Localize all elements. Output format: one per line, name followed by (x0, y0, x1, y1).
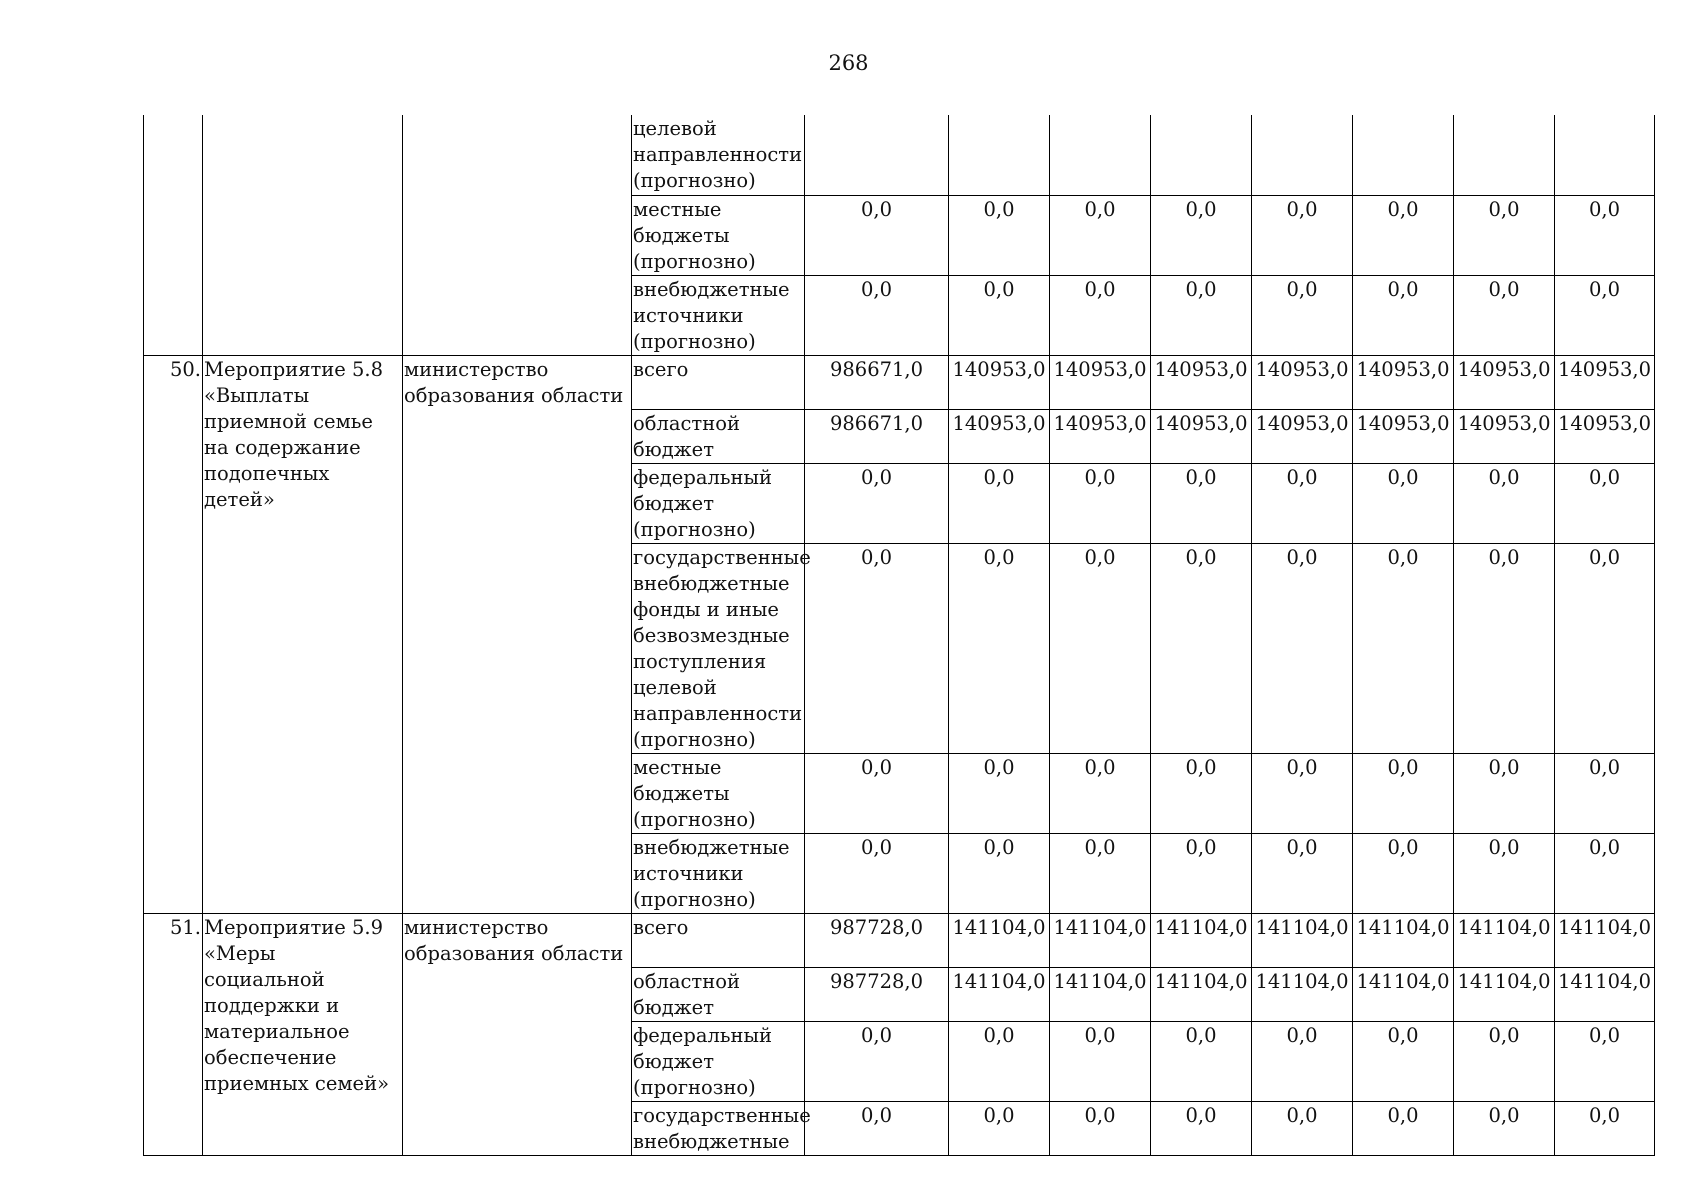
value-cell: 0,0 (805, 1101, 949, 1155)
measure-name: Мероприятие 5.9 «Меры социальной поддержки и материальное обеспечение приемных семей» (203, 913, 403, 1155)
value-cell: 140953,0 (1353, 409, 1454, 463)
value-cell (1050, 115, 1151, 195)
value-cell (949, 115, 1050, 195)
source-label-cell: всего (632, 355, 805, 409)
value-cell: 0,0 (1555, 1021, 1655, 1101)
value-cell: 0,0 (1454, 753, 1555, 833)
value-cell: 0,0 (1151, 543, 1252, 753)
value-cell: 0,0 (1454, 275, 1555, 355)
number-cell (144, 115, 203, 355)
source-label-cell: государственные внебюджетные фонды и иные безвозмездные поступления целевой направленности (прогнозно) (632, 543, 805, 753)
value-cell: 0,0 (1050, 1021, 1151, 1101)
value-cell: 0,0 (1454, 195, 1555, 275)
budget-table (143, 115, 1655, 1156)
value-cell: 0,0 (805, 833, 949, 913)
value-cell: 140953,0 (1353, 355, 1454, 409)
value-cell: 141104,0 (1555, 913, 1655, 967)
source-label-cell: внебюджетные источники (прогнозно) (632, 833, 805, 913)
value-cell: 0,0 (1353, 275, 1454, 355)
value-cell: 140953,0 (1555, 409, 1655, 463)
value-cell: 140953,0 (1151, 409, 1252, 463)
page-number: 268 (828, 51, 869, 75)
value-cell: 141104,0 (1252, 913, 1353, 967)
value-cell: 141104,0 (1050, 913, 1151, 967)
source-label-cell: местные бюджеты (прогнозно) (632, 753, 805, 833)
value-cell: 0,0 (949, 1021, 1050, 1101)
measure-number: 50. (144, 355, 203, 913)
value-cell: 140953,0 (949, 355, 1050, 409)
value-cell: 140953,0 (1252, 409, 1353, 463)
value-cell (1454, 115, 1555, 195)
value-cell: 0,0 (1353, 833, 1454, 913)
value-cell: 0,0 (1353, 1101, 1454, 1155)
source-label-cell: целевой направленности (прогнозно) (632, 115, 805, 195)
value-cell: 0,0 (1050, 833, 1151, 913)
value-cell: 0,0 (1252, 1021, 1353, 1101)
value-cell: 141104,0 (1454, 913, 1555, 967)
measure-executor: министерство образования области (403, 355, 632, 913)
value-cell: 140953,0 (1050, 409, 1151, 463)
source-label-cell: федеральный бюджет (прогнозно) (632, 1021, 805, 1101)
value-cell: 140953,0 (1454, 409, 1555, 463)
value-cell: 141104,0 (1252, 967, 1353, 1021)
value-cell: 0,0 (1050, 195, 1151, 275)
value-cell (1555, 115, 1655, 195)
measure-name-cell (203, 115, 403, 355)
source-label-cell: областной бюджет (632, 409, 805, 463)
value-cell: 0,0 (1151, 833, 1252, 913)
table-row (144, 115, 1655, 195)
source-label-cell: всего (632, 913, 805, 967)
value-cell: 0,0 (1454, 463, 1555, 543)
value-cell: 0,0 (1151, 275, 1252, 355)
value-cell: 0,0 (1454, 543, 1555, 753)
value-cell: 0,0 (1151, 195, 1252, 275)
value-cell: 0,0 (1555, 753, 1655, 833)
table-row (144, 355, 1655, 409)
value-cell: 0,0 (1151, 1101, 1252, 1155)
value-cell: 140953,0 (1252, 355, 1353, 409)
value-cell: 0,0 (1252, 275, 1353, 355)
value-cell: 0,0 (1353, 195, 1454, 275)
value-cell: 0,0 (1252, 753, 1353, 833)
value-cell: 0,0 (949, 275, 1050, 355)
value-cell: 0,0 (1252, 195, 1353, 275)
value-cell: 140953,0 (1151, 355, 1252, 409)
value-cell: 141104,0 (1353, 913, 1454, 967)
value-cell: 0,0 (1252, 463, 1353, 543)
value-cell: 986671,0 (805, 355, 949, 409)
value-cell: 140953,0 (1454, 355, 1555, 409)
source-label-cell: областной бюджет (632, 967, 805, 1021)
value-cell (1252, 115, 1353, 195)
value-cell: 0,0 (1555, 195, 1655, 275)
value-cell: 0,0 (1151, 753, 1252, 833)
value-cell: 141104,0 (1353, 967, 1454, 1021)
value-cell (1151, 115, 1252, 195)
table-row (144, 913, 1655, 967)
source-label-cell: местные бюджеты (прогнозно) (632, 195, 805, 275)
source-label-cell: внебюджетные источники (прогнозно) (632, 275, 805, 355)
value-cell: 0,0 (805, 543, 949, 753)
value-cell: 141104,0 (1555, 967, 1655, 1021)
value-cell: 0,0 (949, 463, 1050, 543)
value-cell: 0,0 (1252, 1101, 1353, 1155)
value-cell: 140953,0 (1050, 355, 1151, 409)
value-cell: 0,0 (805, 275, 949, 355)
value-cell: 0,0 (949, 1101, 1050, 1155)
value-cell (805, 115, 949, 195)
value-cell: 987728,0 (805, 913, 949, 967)
value-cell (1353, 115, 1454, 195)
value-cell: 0,0 (1252, 543, 1353, 753)
source-label-cell: федеральный бюджет (прогнозно) (632, 463, 805, 543)
measure-executor: министерство образования области (403, 913, 632, 1155)
value-cell: 0,0 (1353, 543, 1454, 753)
value-cell: 0,0 (1555, 1101, 1655, 1155)
value-cell: 0,0 (1454, 833, 1555, 913)
value-cell: 0,0 (805, 463, 949, 543)
budget-table-body (144, 115, 1655, 1155)
value-cell: 0,0 (949, 833, 1050, 913)
value-cell: 141104,0 (1050, 967, 1151, 1021)
value-cell: 0,0 (1050, 275, 1151, 355)
value-cell: 0,0 (949, 543, 1050, 753)
value-cell: 0,0 (1252, 833, 1353, 913)
source-label-cell: государственные внебюджетные (632, 1101, 805, 1155)
value-cell: 0,0 (1555, 275, 1655, 355)
value-cell: 140953,0 (949, 409, 1050, 463)
value-cell: 0,0 (805, 195, 949, 275)
value-cell: 0,0 (1151, 463, 1252, 543)
value-cell: 140953,0 (1555, 355, 1655, 409)
executor-cell (403, 115, 632, 355)
value-cell: 0,0 (1050, 753, 1151, 833)
value-cell: 141104,0 (1151, 913, 1252, 967)
value-cell: 0,0 (1151, 1021, 1252, 1101)
value-cell: 0,0 (1555, 543, 1655, 753)
value-cell: 0,0 (1050, 463, 1151, 543)
value-cell: 0,0 (1353, 463, 1454, 543)
value-cell: 0,0 (1555, 463, 1655, 543)
value-cell: 141104,0 (1454, 967, 1555, 1021)
value-cell: 0,0 (1555, 833, 1655, 913)
value-cell: 0,0 (1353, 1021, 1454, 1101)
value-cell: 0,0 (949, 195, 1050, 275)
value-cell: 141104,0 (1151, 967, 1252, 1021)
value-cell: 986671,0 (805, 409, 949, 463)
measure-number: 51. (144, 913, 203, 1155)
value-cell: 0,0 (805, 753, 949, 833)
value-cell: 0,0 (1050, 543, 1151, 753)
value-cell: 0,0 (1454, 1021, 1555, 1101)
value-cell: 0,0 (805, 1021, 949, 1101)
value-cell: 141104,0 (949, 913, 1050, 967)
value-cell: 0,0 (1353, 753, 1454, 833)
value-cell: 0,0 (949, 753, 1050, 833)
value-cell: 987728,0 (805, 967, 949, 1021)
value-cell: 0,0 (1050, 1101, 1151, 1155)
value-cell: 0,0 (1454, 1101, 1555, 1155)
value-cell: 141104,0 (949, 967, 1050, 1021)
measure-name: Мероприятие 5.8 «Выплаты приемной семье на содержание подопечных детей» (203, 355, 403, 913)
